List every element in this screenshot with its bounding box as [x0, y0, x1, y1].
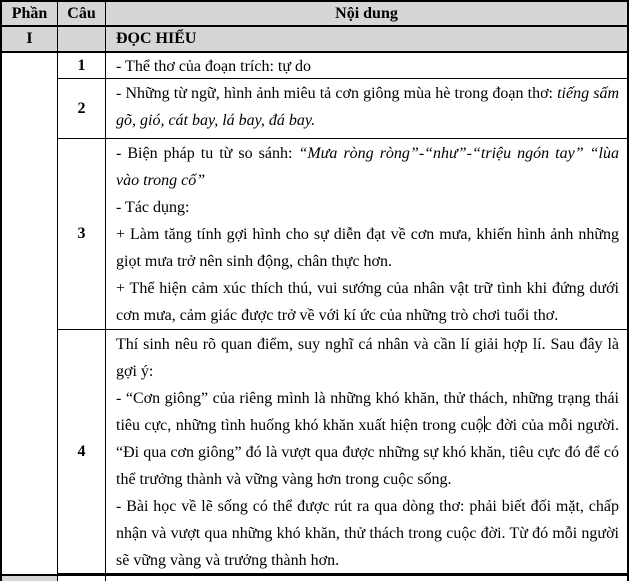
column-header-phan-label: Phần: [11, 4, 48, 22]
answer-text: + Thể hiện cảm xúc thích thú, vui sướng của nhân vật trữ tình khi đứng dưới cơn mưa, cảm giác được trở về với kí ức của những trò chơi tuổi thơ.: [116, 280, 619, 324]
answer-paragraph: [116, 80, 619, 134]
answer-text-quoted: “Mưa ròng ròng”-“như”-“triệu ngón tay” “lùa vào trong cổ”: [116, 145, 620, 189]
answer-content-cell-4: [106, 330, 627, 574]
answer-text: - “Cơn giông” của riêng mình là những khó khăn, thử thách, những trạng thái tiêu cực, những tình huống khó khăn xuất hiện trong cuộ: [116, 390, 619, 434]
section-title-cell: [106, 27, 627, 52]
answer-text: - Biện pháp tu từ so sánh:: [116, 145, 299, 162]
answer-content-cell-2: [106, 79, 627, 138]
answer-content-cell-1: [106, 53, 627, 78]
column-header-phan: [2, 2, 57, 26]
answer-text: - Tác dụng:: [116, 199, 190, 216]
question-number-2: 2: [77, 99, 86, 117]
answer-content-cell-3: [106, 139, 627, 329]
answer-paragraph: [116, 53, 619, 78]
question-number-1: 1: [77, 56, 86, 74]
question-number-cell-3: [58, 139, 105, 329]
answer-text: + Làm tăng tính gợi hình cho sự diễn đạt về cơn mưa, khiến hình ảnh những giọt mưa trở nên sinh động, chân thực hơn.: [116, 226, 619, 270]
question-number-cell-2: [58, 79, 105, 138]
next-section-content-cell-cutoff: [106, 575, 627, 581]
next-section-cau-cell-cutoff: [58, 575, 105, 581]
section-empty-cau-cell: [58, 27, 105, 52]
column-header-noi-dung: [106, 2, 627, 26]
answer-paragraph: [116, 194, 619, 221]
answer-text: - Bài học về lẽ sống có thể được rút ra qua dòng thơ: phải biết đối mặt, chấp nhận và vượt qua những khó khăn, thử thách trong cuộc đời. Từ đó mỗi người sẽ vững vàng và trưởng thành hơn.: [116, 498, 619, 569]
section-title-label: ĐỌC HIỂU: [116, 30, 197, 47]
answer-paragraph: [116, 275, 619, 329]
answer-paragraph: [116, 331, 619, 385]
column-header-cau-label: Câu: [67, 4, 96, 22]
part-column-merged-empty-cell: [2, 53, 57, 574]
section-part-cell: [2, 27, 57, 52]
question-number-3: 3: [77, 225, 86, 242]
question-number-4: 4: [77, 442, 86, 460]
answer-text: Thí sinh nêu rõ quan điểm, suy nghĩ cá nhân và cần lí giải hợp lí. Sau đây là gợi ý:: [116, 336, 619, 380]
column-header-cau: [58, 2, 105, 26]
answer-paragraph: [116, 493, 619, 574]
answer-paragraph: [116, 385, 619, 493]
answer-paragraph: [116, 221, 619, 275]
answer-text: - Những từ ngữ, hình ảnh miêu tả cơn giông mùa hè trong đoạn thơ:: [116, 85, 558, 102]
question-number-cell-4: [58, 330, 105, 574]
section-part-label: I: [26, 30, 33, 47]
answer-text: - Thể thơ của đoạn trích: tự do: [116, 58, 312, 75]
next-section-part-cell-cutoff: [2, 575, 57, 581]
column-header-noi-dung-label: Nội dung: [335, 4, 398, 22]
answer-text: c đời của mỗi người. “Đi qua cơn giông” đó là vượt qua được những sự khó khăn, tiêu cực đó để có thể trưởng thành và vững vàng hơn trong cuộc sống.: [116, 417, 619, 488]
question-number-cell-1: [58, 53, 105, 78]
answer-paragraph: [116, 140, 619, 194]
answer-text-quoted: tiếng sấm gõ, gió, cát bay, lá bay, đá bay.: [116, 85, 620, 129]
